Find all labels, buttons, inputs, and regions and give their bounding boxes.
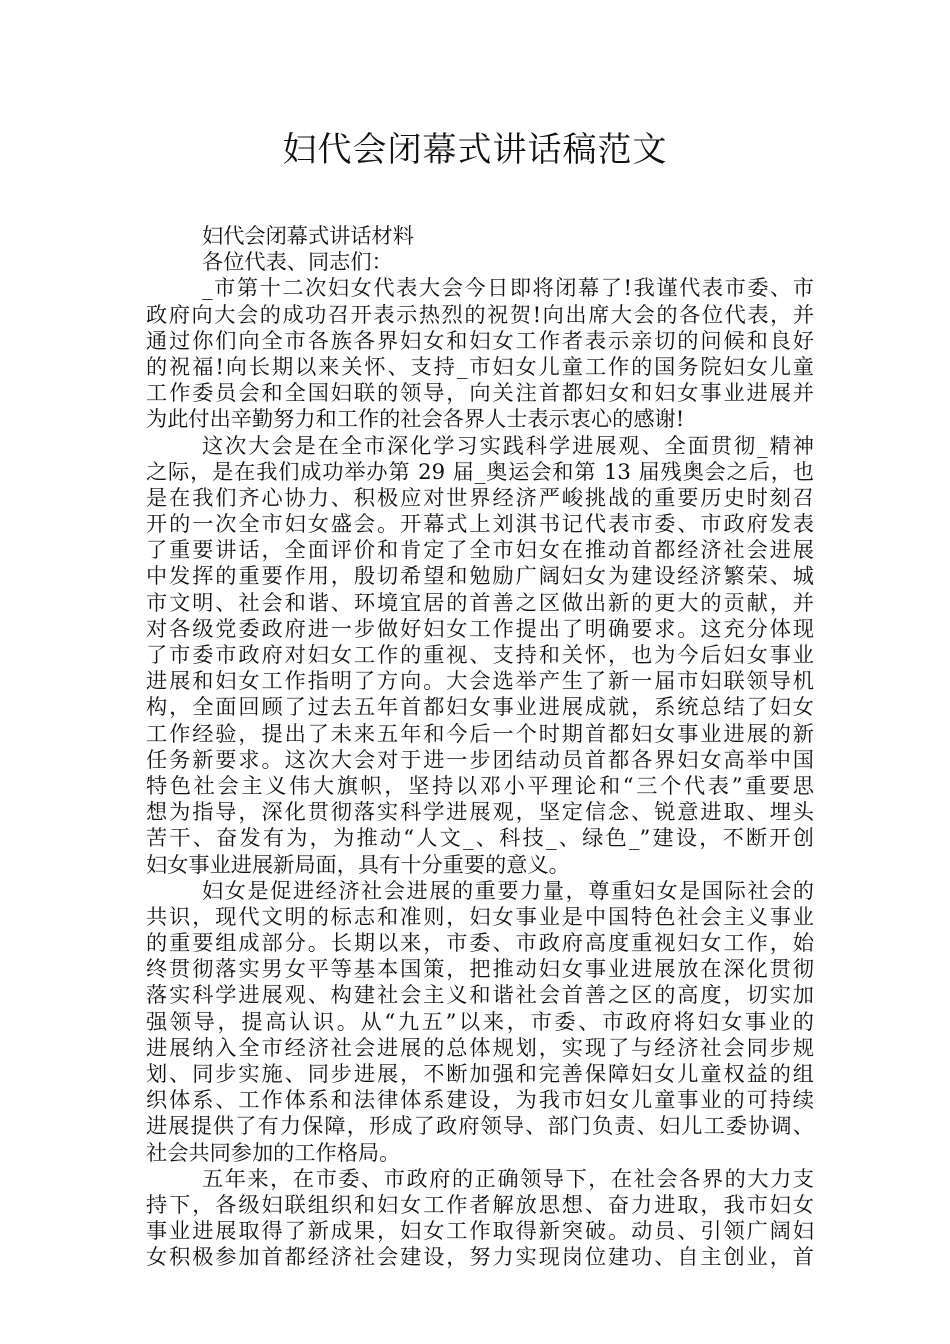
document-body <box>146 223 814 1271</box>
body-line: 终贯彻落实男女平等基本国策，把推动妇女事业进展放在深化贯彻 <box>146 956 814 982</box>
body-line: 划、同步实施、同步进展，不断加强和完善保障妇女儿童权益的组 <box>146 1061 814 1086</box>
body-line: 是在我们齐心协力、积极应对世界经济严峻挑战的重要历史时刻召 <box>146 484 814 510</box>
body-line: 的祝福!向长期以来关怀、支持_市妇女儿童工作的国务院妇女儿童 <box>146 353 814 379</box>
body-line: 女积极参加首都经济社会建设，努力实现岗位建功、自主创业，首 <box>146 1244 814 1270</box>
body-line: 进展纳入全市经济社会进展的总体规划，实现了与经济社会同步规 <box>146 1034 814 1060</box>
body-line: 进展提供了有力保障，形成了政府领导、部门负责、妇儿工委协调、 <box>146 1113 814 1139</box>
body-line: 社会共同参加的工作格局。 <box>146 1139 401 1165</box>
body-line: 对各级党委政府进一步做好妇女工作提出了明确要求。这充分体现 <box>146 615 814 641</box>
body-line: 政府向大会的成功召开表示热烈的祝贺!向出席大会的各位代表，并 <box>146 301 814 327</box>
body-line: 织体系、工作体系和法律体系建设，为我市妇女儿童事业的可持续 <box>146 1087 814 1113</box>
body-line: 持下，各级妇联组织和妇女工作者解放思想、奋力进取，我市妇女 <box>146 1191 814 1217</box>
body-line: 中发挥的重要作用，殷切希望和勉励广阔妇女为建设经济繁荣、城 <box>146 563 814 589</box>
body-line: 各位代表、同志们： <box>202 249 393 275</box>
body-line: 工作经验，提出了未来五年和今后一个时期首都妇女事业进展的新 <box>146 720 814 746</box>
body-line: 构，全面回顾了过去五年首都妇女事业进展成就，系统总结了妇女 <box>146 694 814 720</box>
body-line: 了重要讲话，全面评价和肯定了全市妇女在推动首都经济社会进展 <box>146 537 814 563</box>
body-line: 落实科学进展观、构建社会主义和谐社会首善之区的高度，切实加 <box>146 982 814 1008</box>
body-line: 特色社会主义伟大旗帜，坚持以邓小平理论和“三个代表”重要思 <box>146 772 814 798</box>
body-line: 之际，是在我们成功举办第 29 届_奥运会和第 13 届残奥会之后，也 <box>146 458 814 484</box>
body-line: 通过你们向全市各族各界妇女和妇女工作者表示亲切的问候和良好 <box>146 327 814 353</box>
body-line: 苦干、奋发有为，为推动“人文_、科技_、绿色_”建设，不断开创 <box>146 825 814 851</box>
body-line: 进展和妇女工作指明了方向。大会选举产生了新一届市妇联领导机 <box>146 668 814 694</box>
body-line: 工作委员会和全国妇联的领导，向关注首都妇女和妇女事业进展并 <box>146 380 814 406</box>
body-line: 想为指导，深化贯彻落实科学进展观，坚定信念、锐意进取、埋头 <box>146 799 814 825</box>
body-line: 共识，现代文明的标志和准则，妇女事业是中国特色社会主义事业 <box>146 903 814 929</box>
body-line: 任务新要求。这次大会对于进一步团结动员首都各界妇女高举中国 <box>146 746 814 772</box>
body-line: 开的一次全市妇女盛会。开幕式上刘淇书记代表市委、市政府发表 <box>146 511 814 537</box>
body-line: 为此付出辛勤努力和工作的社会各界人士表示衷心的感谢! <box>146 406 685 432</box>
body-line: 这次大会是在全市深化学习实践科学进展观、全面贯彻_精神 <box>202 432 814 458</box>
body-line: 的重要组成部分。长期以来，市委、市政府高度重视妇女工作，始 <box>146 930 814 956</box>
body-line: 强领导，提高认识。从“九五”以来，市委、市政府将妇女事业的 <box>146 1008 814 1034</box>
document-title: 妇代会闭幕式讲话稿范文 <box>282 130 668 170</box>
body-line: 妇女是促进经济社会进展的重要力量，尊重妇女是国际社会的 <box>202 877 814 903</box>
body-line: 妇女事业进展新局面，具有十分重要的意义。 <box>146 851 570 877</box>
body-line: _市第十二次妇女代表大会今日即将闭幕了!我谨代表市委、市 <box>202 275 814 301</box>
body-line: 了市委市政府对妇女工作的重视、支持和关怀，也为今后妇女事业 <box>146 642 814 667</box>
body-line: 五年来，在市委、市政府的正确领导下，在社会各界的大力支 <box>202 1165 814 1191</box>
body-line: 妇代会闭幕式讲话材料 <box>202 223 414 248</box>
body-line: 事业进展取得了新成果，妇女工作取得新突破。动员、引领广阔妇 <box>146 1218 814 1244</box>
body-line: 市文明、社会和谐、环境宜居的首善之区做出新的更大的贡献，并 <box>146 589 814 615</box>
